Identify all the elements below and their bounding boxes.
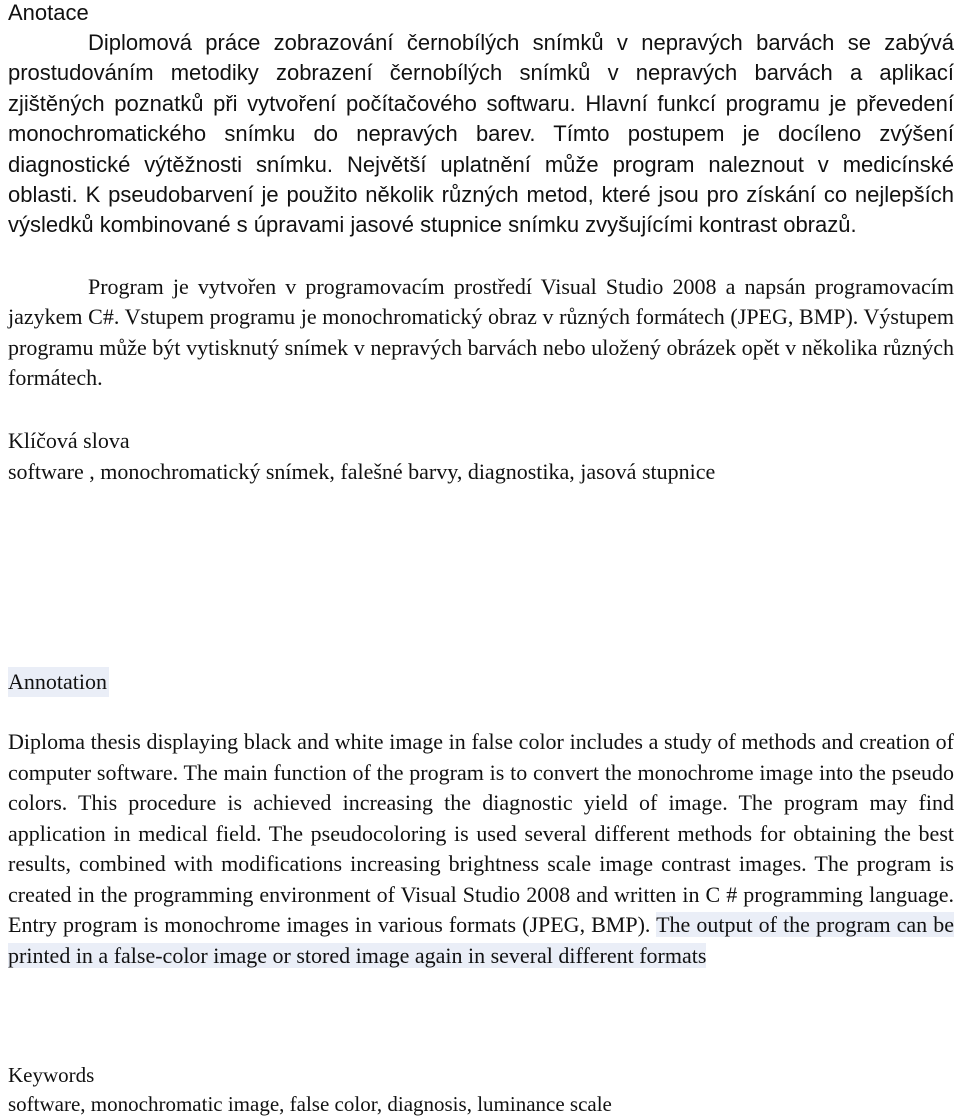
czech-keywords-heading: Klíčová slova bbox=[8, 428, 130, 453]
english-abstract bbox=[8, 727, 954, 971]
english-abstract-main: Diploma thesis displaying black and white image in false color includes a study of methods and creation of computer software. The main function of the program is to convert the monochrome image into the pseudo colors. This procedure is achieved increasing the diagnostic yield of image. The program may find application in medical field. The pseudocoloring is used several different methods for obtaining the best results, combined with modifications increasing brightness scale image contrast images. The program is created in the programming environment of Visual Studio 2008 and written in C # programming language. Entry program is monochrome images in various formats (JPEG, BMP). bbox=[8, 729, 954, 937]
czech-heading: Anotace bbox=[8, 0, 89, 25]
english-keywords-heading: Keywords bbox=[8, 1063, 95, 1087]
czech-abstract-paragraph-2: Program je vytvořen v programovacím prostředí Visual Studio 2008 a napsán programovacím jazykem C#. Vstupem programu je monochromatický obraz v různých formátech (JPEG, BMP). Výstupem programu může být vytisknutý snímek v nepravých barvách nebo uložený obrázek opět v několika různých formátech. bbox=[8, 274, 954, 391]
english-abstract-highlighted: The output of the program can be printed in a false-color image or stored image again in several different formats bbox=[8, 912, 954, 968]
english-keywords: software, monochromatic image, false color, diagnosis, luminance scale bbox=[8, 1092, 612, 1116]
czech-keywords: software , monochromatický snímek, falešné barvy, diagnostika, jasová stupnice bbox=[8, 459, 716, 484]
czech-abstract-paragraph-1: Diplomová práce zobrazování černobílých snímků v nepravých barvách se zabývá prostudováním metodiky zobrazení černobílých snímků v nepravých barvách a aplikací zjištěných poznatků při vytvoření počítačového softwaru. Hlavní funkcí programu je převedení monochromatického snímku do nepravých barev. Tímto postupem je docíleno zvýšení diagnostické výtěžnosti snímku. Největší uplatnění může program naleznout v medicínské oblasti. K pseudobarvení je použito několik různých metod, které jsou pro získání co nejlepších výsledků kombinované s úpravami jasové stupnice snímku zvyšujícími kontrast obrazů. bbox=[8, 30, 954, 238]
english-heading: Annotation bbox=[8, 667, 109, 697]
